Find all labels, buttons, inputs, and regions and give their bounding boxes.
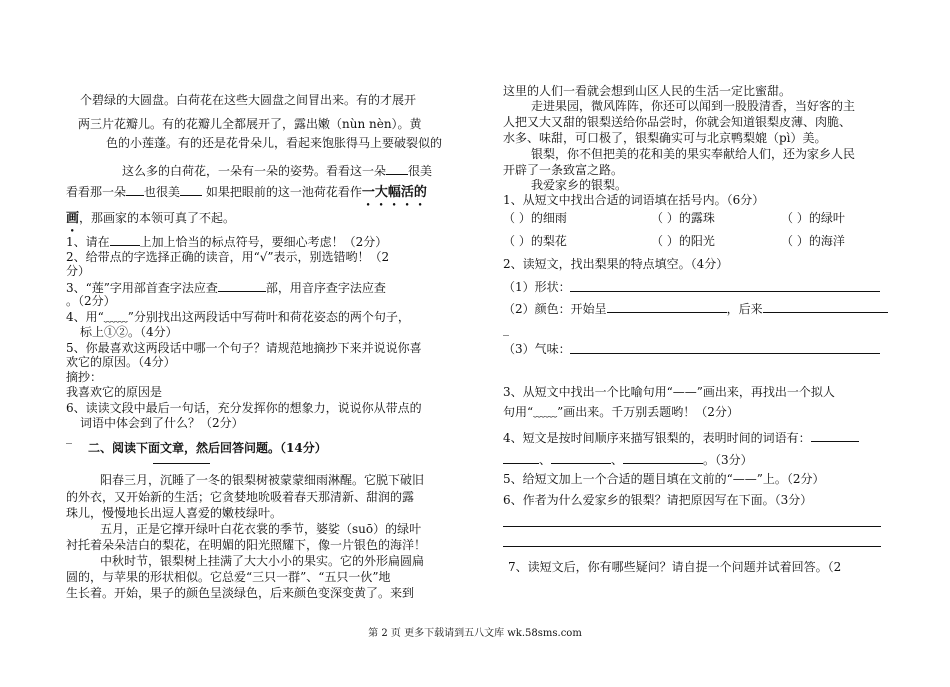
- question-2-line2: 分）: [66, 264, 91, 278]
- right-p4: 我爱家乡的银梨。: [531, 178, 628, 192]
- reason-label: 我喜欢它的原因是: [66, 385, 163, 399]
- story-p1-line2: 的外衣，又开始新的生活；它贪婪地吮吸着春天那清新、甜润的露: [66, 490, 415, 504]
- page-footer: 第 2 页 更多下载请到五八文库 wk.58sms.com: [368, 628, 582, 639]
- right-p3-line1: 银梨，你不但把美的花和美的果实奉献给人们，还为家乡人民: [531, 147, 856, 161]
- answer-blank[interactable]: [623, 452, 703, 464]
- left-p1-line1: 个碧绿的大圆盘。白荷花在这些大圆盘之间冒出来。有的才展开: [80, 93, 417, 107]
- dotted-char: 画: [66, 211, 80, 226]
- answer-blank[interactable]: [180, 184, 202, 196]
- right-question-3-line1: 3、从短文中找出一个比喻句用“——”画出来，再找出一个拟人: [503, 385, 835, 399]
- right-question-5: 5、给短文加上一个合适的题目填在文前的“——”上。（2分）: [503, 472, 825, 486]
- word-fill-2[interactable]: （ ）的露珠: [651, 211, 715, 225]
- story-p2-line1: 五月，正是它撑开绿叶白花衣裳的季节，婆娑（suō）的绿叶: [100, 522, 422, 536]
- excerpt-label: 摘抄：: [66, 370, 103, 384]
- answer-line-2[interactable]: [503, 546, 881, 547]
- question-3-line2: 。（2分）: [66, 294, 116, 308]
- word-fill-6[interactable]: （ ）的海洋: [781, 234, 845, 248]
- word-fill-1[interactable]: （ ）的细雨: [503, 211, 567, 225]
- color-label: [503, 301, 888, 316]
- answer-blank[interactable]: [110, 234, 140, 246]
- left-p2-text-d: 也很美: [144, 185, 181, 199]
- dotted-phrase: 一大幅活的: [361, 185, 427, 200]
- right-question-7: 7、读短文后，你有哪些疑问？请自提一个问题并试着回答。（2: [508, 560, 842, 574]
- story-p3-line3: 生长着。开始，果子的颜色呈淡绿色，后来颜色变深变黄了。来到: [66, 586, 415, 600]
- story-p3-line1: 中秋时节，银梨树上挂满了大大小小的果实。它的外形扁圆扁: [100, 554, 425, 568]
- right-question-3-line2: 句用“﹏﹏”画出来。千万别丢题哟！（2分）: [503, 405, 739, 419]
- q4-text: 4、短文是按时间顺序来描写银梨的，表明时间的词语有：: [503, 431, 811, 445]
- question-2-line1: 2、给带点的字选择正确的读音，用“√”表示，别选错哟！（2: [66, 250, 390, 264]
- color-text-b: ，后来: [726, 302, 763, 316]
- q1-text-a: 1、请在: [66, 235, 110, 249]
- question-4-line1: 4、用“﹏﹏”分别找出这两段话中写荷叶和荷花姿态的两个句子，: [66, 310, 410, 324]
- left-p2-line2: [66, 184, 427, 209]
- answer-blank[interactable]: [763, 301, 888, 313]
- question-6-line1: 6、读读文段中最后一句话，充分发挥你的想象力，说说你从带点的: [66, 401, 422, 415]
- shape-label: （1）形状：: [503, 280, 571, 294]
- shape-answer-line[interactable]: [570, 291, 880, 292]
- right-question-4-line1: [503, 430, 859, 445]
- smell-answer-line[interactable]: [570, 353, 880, 354]
- right-p2-line2: 人把又大又甜的银梨送给你品尝时，你就会知道银梨皮薄、肉脆、: [503, 115, 852, 129]
- left-p2-text-b: 很美: [408, 164, 433, 178]
- answer-blank[interactable]: [386, 163, 408, 175]
- answer-blank[interactable]: [126, 184, 144, 196]
- story-p3-line2: 圆的，与苹果的形状相似。它总爱“三只一群”、“五只一伙”地: [66, 570, 391, 584]
- q3-text-b: 部，用音序查字法应查: [265, 281, 386, 295]
- right-question-2: 2、读短文，找出梨果的特点填空。（4分）: [503, 257, 729, 271]
- word-fill-4[interactable]: （ ）的梨花: [503, 234, 567, 248]
- q3-text-a: 3、“莲”字用部首查字法应查: [66, 281, 218, 295]
- answer-blank[interactable]: [551, 452, 611, 464]
- color-text-a: （2）颜色：开始呈: [503, 302, 607, 316]
- left-p2-text-e: 如果把眼前的这一池荷花看作: [205, 185, 362, 199]
- right-p2-line3: 水多、味甜，可口极了，银梨确实可与北京鸭梨媲（pì）美。: [503, 131, 827, 145]
- q4-points: 。（3分）: [703, 453, 753, 467]
- story-p1-line1: 阳春三月，沉睡了一冬的银梨树被蒙蒙细雨淋醒。它脱下破旧: [100, 473, 425, 487]
- answer-blank[interactable]: [218, 280, 266, 292]
- q1-text-b: 上加上恰当的标点符号，要细心考虑！（2分）: [139, 235, 388, 249]
- answer-line-1[interactable]: [503, 526, 881, 527]
- right-question-1: 1、从短文中找出合适的词语填在括号内。（6分）: [503, 193, 765, 207]
- question-5-line1: 5、你最喜欢这两段话中哪一个句子？请规范地摘抄下来并说说你喜: [66, 341, 422, 355]
- right-p2-line1: 走进果园，微风阵阵，你还可以闻到一股股清香，当好客的主: [531, 99, 856, 113]
- word-fill-3[interactable]: （ ）的绿叶: [781, 211, 845, 225]
- right-question-4-line2: 、 、 。（3分）: [503, 452, 753, 467]
- answer-blank[interactable]: [811, 430, 859, 442]
- question-1: [66, 234, 387, 249]
- question-3-line1: [66, 280, 386, 295]
- title-blank-rule[interactable]: [153, 463, 210, 464]
- right-p3-line2: 开辟了一条致富之路。: [503, 163, 624, 177]
- question-5-line2: 欢它的原因。（4分）: [66, 355, 176, 369]
- left-p2-text: 这么多的白荷花，一朵有一朵的姿势。看看这一朵: [122, 164, 387, 178]
- story-p2-line2: 衬托着朵朵洁白的梨花，在明媚的阳光照耀下，像一片银色的海洋！: [66, 538, 427, 552]
- question-6-line2: 词语中体会到了什么？（2分）: [80, 416, 244, 430]
- word-fill-5[interactable]: （ ）的阳光: [651, 234, 715, 248]
- left-p2-line3: [66, 211, 235, 235]
- section-2-heading: 二、阅读下面文章，然后回答问题。（14分）: [88, 441, 327, 455]
- left-p2-text-c: 看看那一朵: [66, 185, 127, 199]
- left-p2-text-f: ，那画家的本领可真了不起。: [79, 211, 236, 225]
- answer-blank[interactable]: [503, 452, 539, 464]
- question-4-line2: 标上①②。（4分）: [80, 325, 178, 339]
- left-p1-line3: 色的小莲蓬。有的还是花骨朵儿，看起来饱胀得马上要破裂似的: [106, 136, 443, 150]
- right-line1: 这里的人们一看就会想到山区人民的生活一定比蜜甜。: [503, 84, 792, 98]
- story-p1-line3: 珠儿，慢慢地长出逗人喜爱的嫩枝绿叶。: [66, 506, 283, 520]
- dash-mark: _: [66, 430, 72, 444]
- answer-blank[interactable]: [607, 301, 727, 313]
- dash-mark: _: [503, 322, 509, 336]
- right-question-6: 6、作者为什么爱家乡的银梨？请把原因写在下面。（3分）: [503, 493, 813, 507]
- left-p2-line1: [122, 163, 432, 178]
- smell-label: （3）气味：: [503, 342, 571, 356]
- left-p1-line2: 两三片花瓣儿。有的花瓣儿全都展开了，露出嫩（nùn nèn）。黄: [78, 117, 422, 131]
